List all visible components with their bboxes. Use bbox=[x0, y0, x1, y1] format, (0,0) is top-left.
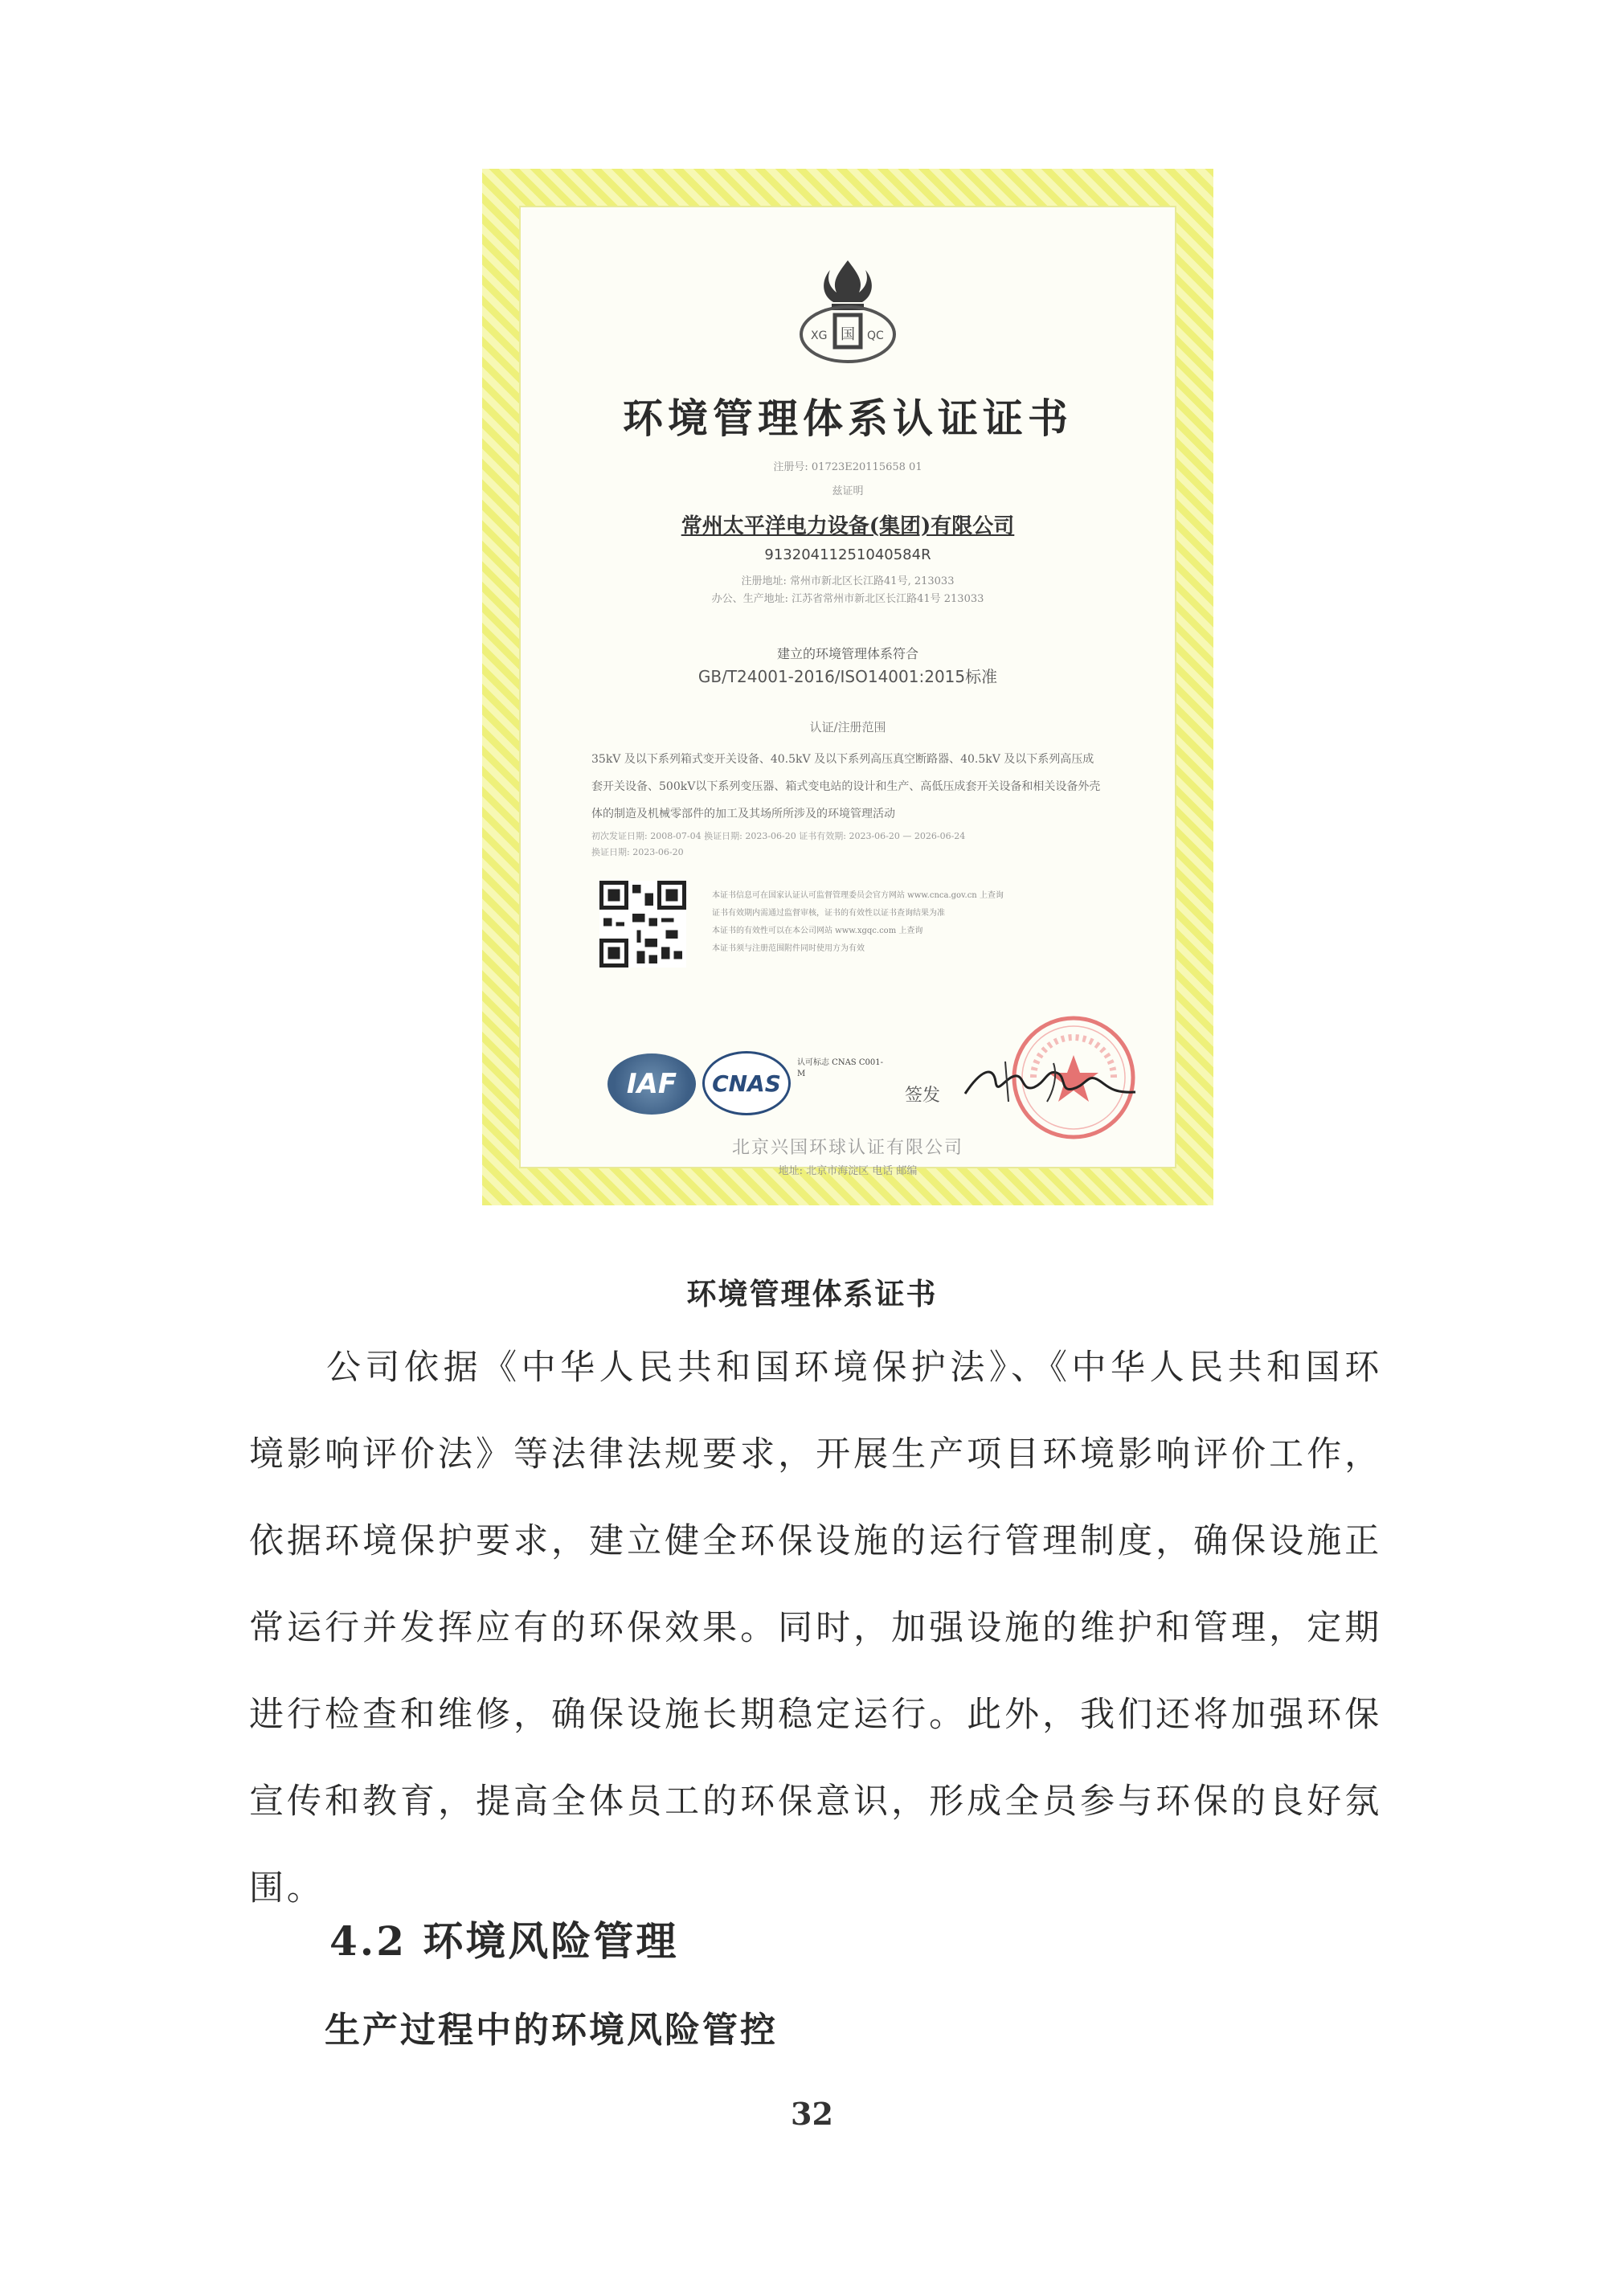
figure-caption: 环境管理体系证书 bbox=[686, 1276, 938, 1311]
page-number: 32 bbox=[791, 2096, 833, 2132]
body-paragraph: 公司依据《中华人民共和国环境保护法》、《中华人民共和国环境影响评价法》等法律法规要求，开展生产项目环境影响评价工作，依据环境保护要求，建立健全环保设施的运行管理制度，确保设施正常运行并发挥应有的环保效果。同时，加强设施的维护和管理，定期进行检查和维修，确保设施长期稳定运行。此外，我们还将加强环保宣传和教育，提高全体员工的环保意识，形成全员参与环保的良好氛围。 bbox=[249, 1348, 1382, 1908]
cnas-logo: CNAS bbox=[702, 1051, 791, 1115]
iaf-logo: IAF bbox=[607, 1053, 696, 1115]
qr-notes bbox=[712, 887, 1130, 958]
registration-number: 注册号: 01723E20115658 01 bbox=[773, 461, 922, 473]
certificate-paper bbox=[519, 206, 1176, 1177]
certification-body-logo bbox=[796, 254, 899, 365]
scope-text: 35kV 及以下系列箱式变开关设备、40.5kV 及以下系列高压真空断路器、40.5kV 及以下系列高压成套开关设备、500kV以下系列变压器、箱式变电站的设计和生产、高低压成套开关设备和相关设备外壳体的制造及机械零部件的加工及其场所所涉及的环境管理活动 bbox=[591, 753, 1101, 820]
dates-line: 初次发证日期: 2008-07-04 换证日期: 2023-06-20 证书有效期: 2023-06-20 — 2026-06-24 bbox=[591, 831, 966, 841]
qr-note: 证书有效期内需通过监督审核，证书的有效性以证书查询结果为准 bbox=[712, 909, 945, 918]
svg-text:XG: XG bbox=[811, 329, 828, 342]
qr-code bbox=[599, 881, 686, 968]
standard-code: GB/T24001-2016/ISO14001:2015标准 bbox=[697, 667, 998, 686]
registered-address: 注册地址: 常州市新北区长江路41号, 213033 bbox=[741, 575, 955, 587]
qr-note: 本证书的有效性可以在本公司网站 www.xgqc.com 上查询 bbox=[712, 927, 923, 935]
office-address: 办公、生产地址: 江苏省常州市新北区长江路41号 213033 bbox=[711, 593, 984, 605]
dates-line: 换证日期: 2023-06-20 bbox=[591, 847, 684, 857]
svg-text:国: 国 bbox=[841, 326, 855, 343]
issuer-subline: 地址: 北京市海淀区 电话 邮编 bbox=[778, 1165, 918, 1177]
holder-name: 常州太平洋电力设备(集团)有限公司 bbox=[681, 514, 1015, 538]
credit-code: 91320411251040584R bbox=[764, 546, 931, 563]
qr-note: 本证书须与注册范围附件同时使用方为有效 bbox=[712, 944, 865, 953]
holder-label: 兹证明 bbox=[832, 485, 864, 497]
sub-heading: 生产过程中的环境风险管控 bbox=[325, 2010, 778, 2051]
section-heading: 4.2 环境风险管理 bbox=[329, 1917, 679, 1965]
scope-label: 认证/注册范围 bbox=[809, 720, 886, 734]
issue-label: 签发 bbox=[905, 1086, 941, 1106]
handwritten-signature bbox=[957, 1045, 1142, 1118]
certificate-title: 环境管理体系认证证书 bbox=[623, 395, 1073, 442]
certificate-image bbox=[482, 169, 1213, 1205]
qr-note: 本证书信息可在国家认证认可监督管理委员会官方网站 www.cnca.gov.cn 上查询 bbox=[712, 891, 1004, 900]
cnas-label: 认可标志 CNAS C001-M bbox=[797, 1058, 883, 1078]
conformity-line: 建立的环境管理体系符合 bbox=[776, 646, 918, 661]
svg-text:QC: QC bbox=[867, 329, 884, 342]
issuer-name: 北京兴国环球认证有限公司 bbox=[731, 1138, 963, 1158]
